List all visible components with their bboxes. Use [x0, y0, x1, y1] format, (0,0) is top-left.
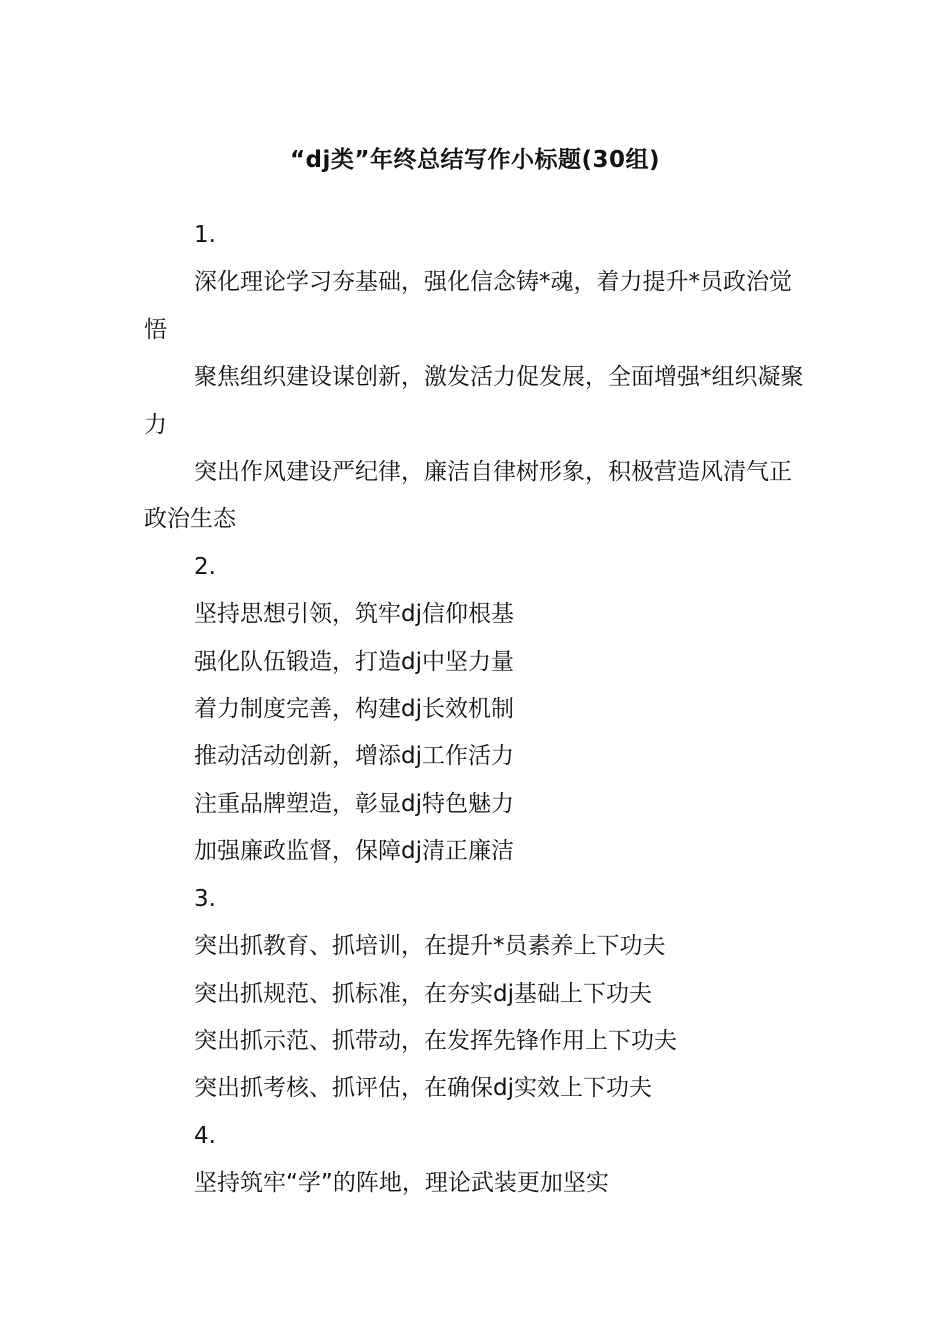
section-number: 3. — [194, 885, 216, 912]
subtitle-line: 坚持筑牢“学”的阵地，理论武装更加坚实 — [194, 1170, 609, 1197]
subtitle-line: 强化队伍锻造，打造dj中坚力量 — [194, 648, 514, 675]
section-number: 4. — [194, 1122, 216, 1149]
subtitle-line: 注重品牌塑造，彰显dj特色魅力 — [194, 790, 514, 817]
document-body — [144, 212, 814, 1208]
subtitle-line: 推动活动创新，增添dj工作活力 — [194, 743, 514, 770]
subtitle-line: 加强廉政监督，保障dj清正廉洁 — [194, 838, 514, 865]
section-number: 1. — [194, 222, 216, 248]
section-number: 2. — [194, 553, 216, 580]
subtitle-line: 着力制度完善，构建dj长效机制 — [194, 696, 514, 723]
subtitle-line: 突出抓考核、抓评估，在确保dj实效上下功夫 — [194, 1075, 652, 1102]
subtitle-line: 突出抓教育、抓培训，在提升*员素养上下功夫 — [194, 933, 666, 960]
document-title: “dj类”年终总结写作小标题(30组) — [289, 147, 661, 173]
subtitle-line: 突出抓规范、抓标准，在夯实dj基础上下功夫 — [194, 980, 652, 1007]
subtitle-line: 突出作风建设严纪律，廉洁自律树形象，积极营造风清气正政治生态 — [144, 459, 792, 533]
subtitle-line: 深化理论学习夯基础，强化信念铸*魂，着力提升*员政治觉悟 — [144, 269, 792, 343]
subtitle-line: 聚焦组织建设谋创新，激发活力促发展，全面增强*组织凝聚力 — [144, 364, 804, 438]
subtitle-line: 坚持思想引领，筑牢dj信仰根基 — [194, 601, 514, 628]
subtitle-line: 突出抓示范、抓带动，在发挥先锋作用上下功夫 — [194, 1027, 677, 1054]
